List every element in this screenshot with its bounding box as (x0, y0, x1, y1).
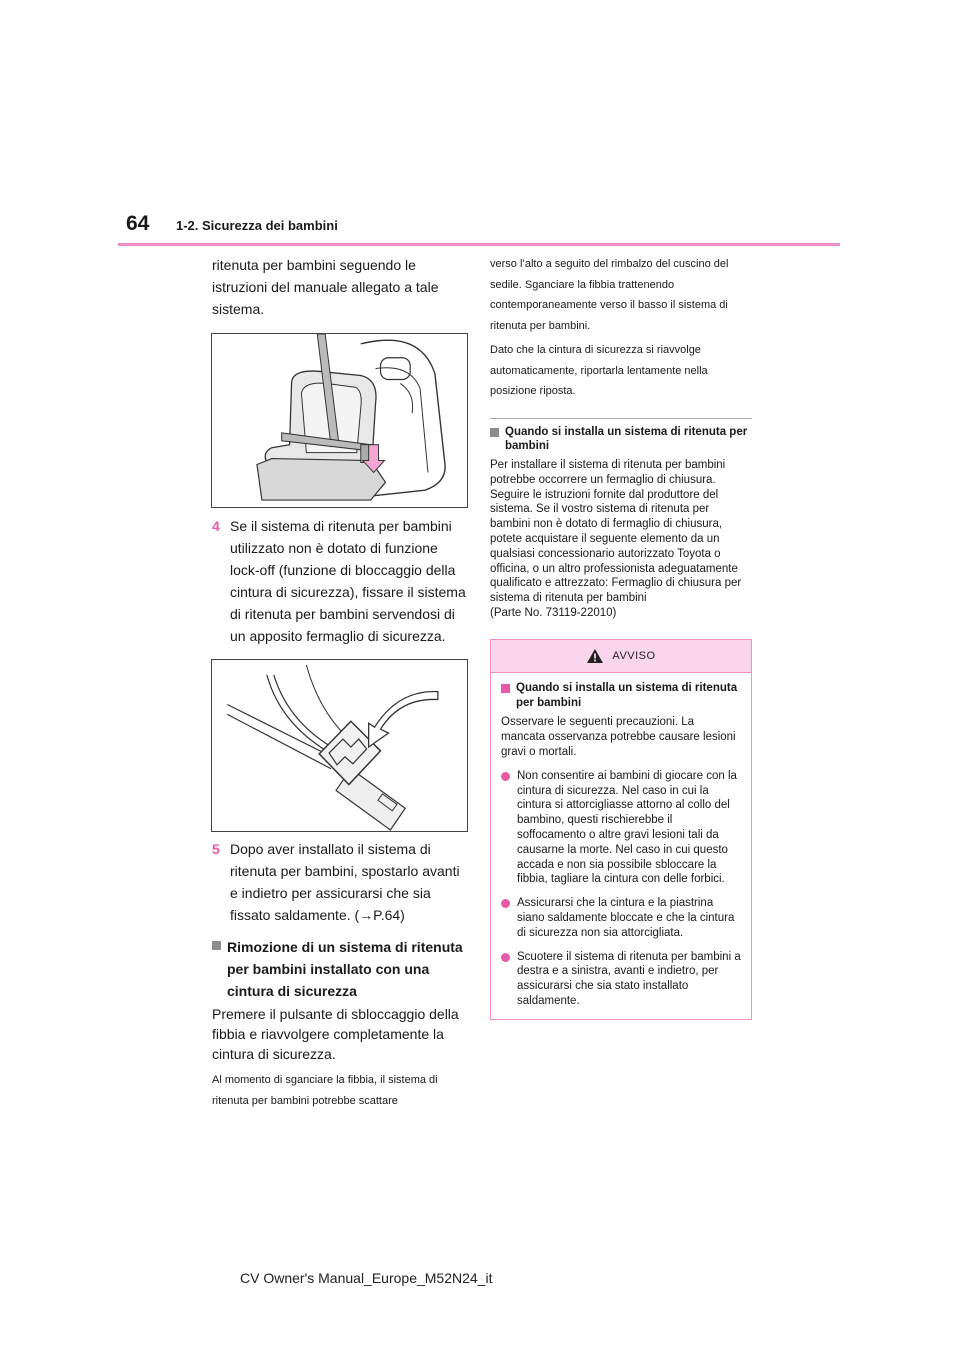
install-text: Per installare il sistema di ritenuta per bambini potrebbe occorrere un fermaglio di chiusura. Seguire le istruzioni fornite dal produttore del sistema. Se il vostro sistema di ritenuta per bambini non è dotato di fermaglio di chiusura, potete acquistare il seguente elemento da un qualsiasi concessionario autorizzato Toyota o officina, o un altro professionista adeguatamente qualificato e attrezzato: Fermaglio di chiusura per sistema di ritenuta per bambini (490, 459, 742, 605)
install-heading (490, 425, 752, 455)
warning-intro: Osservare le seguenti precauzioni. La mancata osservanza potrebbe causare lesioni gravi o mortali. (501, 716, 736, 759)
removal-text: Premere il pulsante di sbloccaggio della fibbia e riavvolgere completamente la cintura di sicurezza. (212, 1006, 459, 1062)
step-4 (212, 515, 470, 647)
warning-body (491, 673, 751, 1019)
page-number: 64 (126, 212, 150, 235)
bullet-dot-icon (501, 899, 510, 908)
section-title: 1-2. Sicurezza dei bambini (176, 218, 338, 233)
install-section (490, 418, 752, 621)
step-5 (212, 838, 470, 926)
warning-bullet (501, 769, 741, 887)
locking-clip-drawing (212, 660, 467, 831)
right-column (490, 254, 752, 1020)
warning-title: AVVISO (612, 649, 656, 662)
continuation-text: verso l’alto a seguito del rimbalzo del cuscino del sedile. Sganciare la fibbia trattenendo contemporaneamente verso il basso il sistema di ritenuta per bambini. (490, 258, 729, 332)
warning-triangle-icon (586, 648, 604, 664)
removal-heading (212, 936, 470, 1002)
step-5-text: Dopo aver installato il sistema di ritenuta per bambini, spostarlo avanti e indietro per assicurarsi che sia fissato saldamente. (→P.64) (230, 841, 460, 923)
warning-bullet (501, 950, 741, 1009)
warning-header (491, 640, 751, 673)
warning-box (490, 639, 752, 1020)
square-bullet-icon (490, 428, 499, 437)
intro-text: ritenuta per bambini seguendo le istruzioni del manuale allegato a tale sistema. (212, 257, 439, 317)
locking-clip-illustration (211, 659, 468, 832)
bullet-dot-icon (501, 953, 510, 962)
bullet-dot-icon (501, 772, 510, 781)
install-heading-text: Quando si installa un sistema di ritenuta per bambini (505, 425, 748, 453)
warning-bullet-text: Scuotere il sistema di ritenuta per bambini a destra e a sinistra, avanti e indietro, per assicurarsi che sia stato installato saldamente. (517, 950, 741, 1007)
warning-bullet (501, 896, 741, 940)
child-seat-drawing (212, 334, 467, 507)
child-seat-illustration (211, 333, 468, 508)
warning-heading (501, 681, 741, 711)
footer-text: CV Owner's Manual_Europe_M52N24_it (240, 1270, 493, 1286)
left-column (212, 254, 470, 1111)
removal-note: Al momento di sganciare la fibbia, il sistema di ritenuta per bambini potrebbe scattare (212, 1074, 438, 1107)
warning-bullet-text: Non consentire ai bambini di giocare con la cintura di sicurezza. Nel caso in cui la cintura si attorcigliasse attorno al collo del bambino, questi rischierebbe il soffocamento o altre gravi lesioni tali da causarne la morte. Nel caso in cui questo accada e non sia possibile sbloccare la fibbia, tagliare la cintura con delle forbici. (517, 769, 737, 886)
removal-heading-text: Rimozione di un sistema di ritenuta per bambini installato con una cintura di sicurezza (227, 939, 463, 999)
step-5-number: 5 (212, 841, 220, 857)
part-number: (Parte No. 73119-22010) (490, 607, 617, 620)
step-4-text: Se il sistema di ritenuta per bambini utilizzato non è dotato di funzione lock-off (funzione di bloccaggio della cintura di sicurezza), fissare il sistema di ritenuta per bambini servendosi di un apposito fermaglio di sicurezza. (230, 518, 466, 644)
step-4-number: 4 (212, 518, 220, 534)
warning-heading-text: Quando si installa un sistema di ritenuta per bambini (516, 681, 738, 709)
warning-bullet-text: Assicurarsi che la cintura e la piastrina siano saldamente bloccate e che la cintura di sicurezza non sia attorcigliata. (517, 897, 735, 939)
retract-note: Dato che la cintura di sicurezza si riavvolge automaticamente, riportarla lentamente nella posizione riposta. (490, 344, 708, 397)
square-bullet-icon (212, 941, 221, 950)
square-bullet-icon (501, 684, 510, 693)
header-rule (118, 243, 840, 246)
